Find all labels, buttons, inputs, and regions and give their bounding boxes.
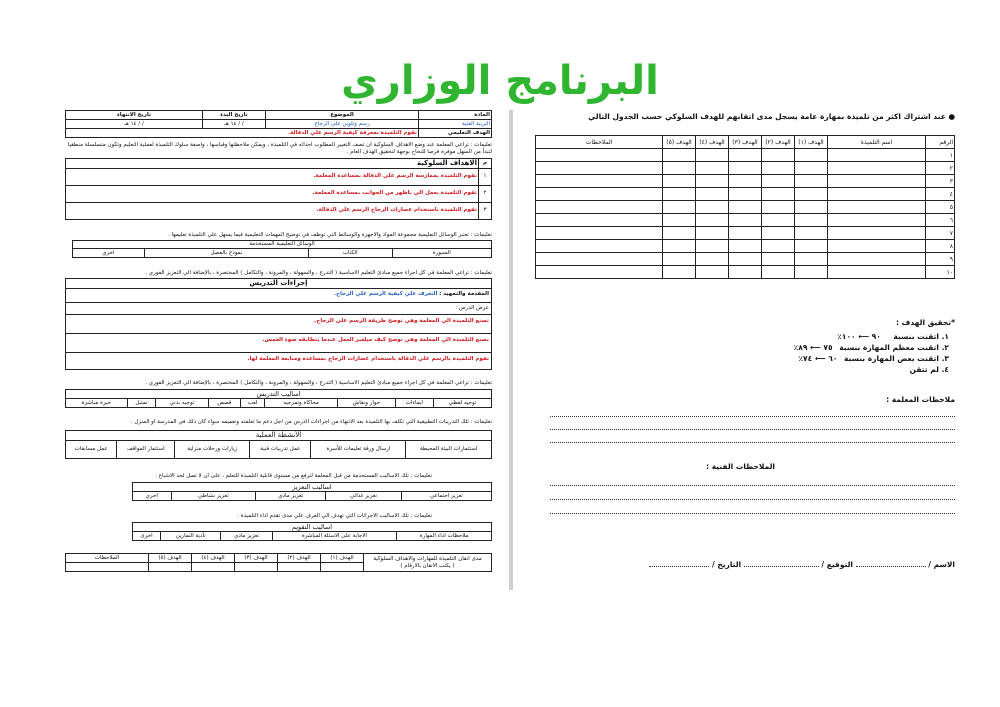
methods-title: اساليب التدريس <box>66 390 492 399</box>
col-header: الملاحظات <box>536 136 663 149</box>
notes-line[interactable] <box>550 420 955 430</box>
method-item: ايماءات <box>395 399 433 408</box>
activity-item: ارسال ورقة تعليمات للأسرة <box>311 440 406 458</box>
objective-num: ٣ <box>479 202 492 219</box>
mastery-notes-cell[interactable] <box>66 563 149 572</box>
notes-line[interactable] <box>550 476 955 486</box>
eval-item: الاجابة على الاسئلة المباشرة <box>272 532 397 541</box>
mastery-goal-header: الهدف (٤) <box>192 554 235 563</box>
subject-value: التربية الفنية <box>419 120 492 129</box>
objective-item: تقوم التلميذة بعمل الي باظهر من الجوانب بمساعدة المعلمة. <box>66 185 479 202</box>
mastery-cell[interactable] <box>192 563 235 572</box>
objective-num: ٢ <box>479 185 492 202</box>
achieve-label: اتقنت بنسبة <box>893 332 939 341</box>
aids-title: الوسائل التعليمية المستخدمة <box>73 241 492 249</box>
row-number: ١ <box>926 149 955 162</box>
goal-value: تقوم التلميذة بمعرفة كيفية الرسم علي الدقالة. <box>66 129 419 138</box>
col-header: الرقم <box>926 136 955 149</box>
name-label: الاسم / <box>928 560 955 569</box>
start-date-value: / / ١٤ هـ <box>203 120 266 129</box>
achieve-num: ٤. <box>941 365 949 374</box>
notes-line[interactable] <box>550 504 955 514</box>
subject-label: المادة <box>419 111 492 120</box>
achieve-from: ٧٥ <box>823 343 833 352</box>
col-header: الهدف (٥) <box>663 136 696 149</box>
achieve-from: ٩٠ <box>871 332 881 341</box>
start-date-label: تاريخ البدء <box>203 111 266 120</box>
achieve-list <box>779 332 949 376</box>
students-table <box>535 135 955 279</box>
method-item: خبرة مباشرة <box>66 399 128 408</box>
eval-instructions: تعليمات : تلك الاساليب الاجرائات التي تهدف الي العرف علي مدى تقدم اداء التلميذة . <box>237 513 432 519</box>
student-cell[interactable] <box>828 240 926 253</box>
student-cell[interactable] <box>828 227 926 240</box>
col-header: الهدف (٤) <box>696 136 729 149</box>
achieve-title: *تحقيق الهدف : <box>896 318 955 327</box>
reinforce-item: تعزيز نشاطي <box>171 492 256 501</box>
method-item: محاكاة وتمزجيه <box>265 399 338 408</box>
student-cell[interactable] <box>828 149 926 162</box>
name-field[interactable] <box>856 566 926 567</box>
procedures-title: إجراءات التدريس <box>66 279 491 289</box>
achieve-num: ٢. <box>941 343 949 352</box>
teacher-notes-label: ملاحظات المعلمة : <box>886 395 955 404</box>
achieve-to: ١٠٠٪ <box>837 332 856 341</box>
mastery-cell[interactable] <box>149 563 192 572</box>
student-cell[interactable] <box>828 214 926 227</box>
methods-table <box>65 389 492 408</box>
lesson-label: عرض الدرس : <box>66 302 491 314</box>
lesson-plan-panel <box>65 110 492 580</box>
activity-item: استثمارات البيئة المحيطة <box>406 440 492 458</box>
procedure-step: تصنع التلميذة الي المعلمة وهي توضح كيف ميلعبر العمل عندما يتطابقه ضوء الغمس. <box>66 333 491 352</box>
col-header: الهدف (١) <box>795 136 828 149</box>
objectives-title: الاهداف السلوكية <box>66 159 479 169</box>
date-label: التاريخ / <box>711 560 742 569</box>
row-number: ٧ <box>926 227 955 240</box>
row-number: ٩ <box>926 253 955 266</box>
reinforce-item: تعزيز اجتماعي <box>401 492 491 501</box>
sign-field[interactable] <box>744 566 819 567</box>
reinforce-table <box>132 482 492 501</box>
objectives-instructions: تعليمات : تراعي المعلمة عند وضع الاهداف السلوكية ان تصف التغيير المطلوب احداثه في التلميذة ، ويمكن ملاحظتها وقياسها ، واصفة سلوك التلميذة لعملية التعليم وتكون متسلسلة منطقيا لتبدأ من السهل موفرة فرصا للنجاح بوجهة لتحقيق الهدف العام . <box>67 142 492 155</box>
col-header: الهدف (٣) <box>729 136 762 149</box>
notes-line[interactable] <box>550 433 955 443</box>
method-item: تمثيل <box>127 399 156 408</box>
eval-title: اساليب التقويم <box>133 523 492 532</box>
activities-instructions: تعليمات : تلك التدريبات التطبيقية التي تكلف بها التلميذة بعد الانتهاء من اجراءات الدرس من اجل دعم ما تعلمته وتعميمه سواء كان ذلك في المدرسة او المنزل . <box>130 419 492 425</box>
achieve-to: ٨٩٪ <box>793 343 808 352</box>
methods-instructions: تعليمات : تراعي المعلمة في كل اجراء جميع مبادئ التعليم الاساسية ( التدرج ، والسهولة ، والمرونة ، والتكامل ) المختصرة ، بالإضافة الي التعزيز الفوري . <box>145 380 492 386</box>
intro-text: التعرف علي كيفية الرسم علي الزجاج. <box>333 290 438 297</box>
tech-notes-label: الملاحظات الفنية : <box>706 462 775 471</box>
mastery-label-cell <box>364 554 492 572</box>
method-item: توجيه بدني <box>156 399 208 408</box>
mastery-goal-header: الهدف (٣) <box>235 554 278 563</box>
procedures-instructions: تعليمات : تراعي المعلمة في كل اجراء جميع مبادئ التعليم الاساسية ( التدرج ، والسهولة ، والمرونة ، والتكامل ) المختصرة ، بالإضافة الي التعزيز الفوري . <box>145 270 492 276</box>
achieve-from: ٦٠ <box>828 354 838 363</box>
row-number: ٥ <box>926 201 955 214</box>
student-cell[interactable] <box>828 175 926 188</box>
achieve-label: اتقنت معظم المهارة بنسبة <box>839 343 939 352</box>
end-date-label: تاريخ الانتهاء <box>66 111 203 120</box>
mastery-label: مدى اتقان التلميذة للمهارات والاهداف السلوكية <box>373 555 482 562</box>
achieve-label: لم تتقن <box>909 365 939 374</box>
reinforce-item: اخري <box>133 492 172 501</box>
student-cell[interactable] <box>828 162 926 175</box>
activities-title: الأنشطة العملية <box>66 431 492 441</box>
procedures-box <box>65 278 492 370</box>
arrow-icon: ⟵ <box>858 332 869 341</box>
group-mastery-panel <box>535 110 955 590</box>
aid-item: نموذج بالفصل <box>144 249 308 258</box>
notes-line[interactable] <box>550 407 955 417</box>
mastery-note: ( يكتب الاتقان بالارقام ) <box>400 562 455 569</box>
tech-notes-lines[interactable] <box>550 476 955 518</box>
procedure-step: تصنع التلميذة الي المعلمة وهي توضح طريقة الرسم علي الزجاج. <box>66 314 491 333</box>
aid-item: السبورة <box>392 249 491 258</box>
mastery-cell[interactable] <box>321 563 364 572</box>
topic-label: الموضوع <box>266 111 419 120</box>
student-cell[interactable] <box>828 266 926 279</box>
teacher-notes-lines[interactable] <box>550 407 955 446</box>
eval-item: تأدية التمارين <box>161 532 221 541</box>
mastery-cell[interactable] <box>278 563 321 572</box>
row-number: ٦ <box>926 214 955 227</box>
activity-item: زيارات ورحلات منزلية <box>175 440 250 458</box>
method-item: قصص <box>208 399 240 408</box>
page-divider <box>509 110 513 590</box>
page-title: البرنامج الوزاري <box>341 58 659 104</box>
group-intro <box>588 112 955 121</box>
arrow-icon: ⟵ <box>814 354 826 363</box>
row-number: ٨ <box>926 240 955 253</box>
mastery-goal-header: الهدف (٢) <box>278 554 321 563</box>
achieve-to: ٧٤٪ <box>798 354 813 363</box>
student-cell[interactable] <box>828 201 926 214</box>
procedure-step: تقوم التلميذة بالرسم علي الدقالة باستخدام عصارات الزجاج بمساعدة ومتابعة المعلمة لها. <box>66 352 491 371</box>
reinforce-item: تعزيز غذائي <box>326 492 401 501</box>
objectives-table <box>65 158 492 220</box>
objective-item: تقوم التلميذة باستخدام عصارات الزجاج الرسم علي الدقالة. <box>66 202 479 219</box>
reinforce-instructions: تعليمات : تلك الاساليب المستخدمة من قبل المعلمة لترفع من مستوى قابلية التلميذة للتعلم ، على ان لا تصل لحد الاشباع . <box>155 473 432 479</box>
signature-row <box>535 560 955 569</box>
col-header: الهدف (٢) <box>762 136 795 149</box>
end-date-value: / / ١٤ هـ <box>66 120 203 129</box>
eval-table <box>132 522 492 541</box>
bullet-icon: ● <box>948 112 955 121</box>
activity-item: عمل مسابقات <box>66 440 117 458</box>
achieve-num: ١. <box>941 332 949 341</box>
activities-table <box>65 430 492 459</box>
method-item: حوار ونقاش <box>337 399 395 408</box>
achieve-num: ٣. <box>941 354 949 363</box>
reinforce-item: تعزيز مادي <box>256 492 326 501</box>
method-item: لعب <box>241 399 265 408</box>
eval-item: تعزيز مادي <box>221 532 272 541</box>
student-cell[interactable] <box>828 253 926 266</box>
notes-line[interactable] <box>550 490 955 500</box>
col-header: اسم التلميذة <box>828 136 926 149</box>
group-intro-text: عند اشتراك اكثر من تلميذة بمهارة عامة يسجل مدى اتقانهم للهدف السلوكي حسب الجدول التالي <box>588 112 946 121</box>
eval-item: ملاحظات اداء المهارة <box>397 532 492 541</box>
header-table <box>65 110 492 138</box>
row-number: ١٠ <box>926 266 955 279</box>
row-number: ٢ <box>926 162 955 175</box>
topic-value: رسم وتلوين علي الزجاج <box>266 120 419 129</box>
arrow-icon: ⟵ <box>810 343 821 352</box>
objectives-num-header: م <box>479 159 492 169</box>
row-number: ٤ <box>926 188 955 201</box>
intro-label: المقدمة والتمهيد : <box>439 290 489 297</box>
objective-num: ١ <box>479 168 492 185</box>
reinforce-title: اساليب التعزيز <box>133 483 492 492</box>
eval-item: اخرى <box>133 532 161 541</box>
aids-instructions: تعليمات : تعتبر الوسائل التعليمية مجموعة المواد والاجهزة والوسائط التي توظف في توضيح المهمات التعليمية فيما يسهل علي التلميذة تعليمها . <box>168 232 492 238</box>
mastery-goal-header: الهدف (٥) <box>149 554 192 563</box>
mastery-goal-header: الهدف (١) <box>321 554 364 563</box>
aid-item: الكتاب <box>309 249 393 258</box>
sign-label: التوقيع / <box>821 560 853 569</box>
goal-label: الهدف التعليمي <box>419 129 492 138</box>
student-cell[interactable] <box>828 188 926 201</box>
method-item: توجيه لفظي <box>433 399 491 408</box>
mastery-notes-header: الملاحظات <box>66 554 149 563</box>
mastery-cell[interactable] <box>235 563 278 572</box>
activity-item: استثمار المواقف <box>117 440 175 458</box>
date-field[interactable] <box>649 566 709 567</box>
activity-item: عمل تدريبات فنية <box>250 440 311 458</box>
aids-table <box>72 240 492 258</box>
achieve-label: اتقنت بعض المهارة بنسبة <box>843 354 939 363</box>
mastery-table <box>65 553 492 572</box>
objective-item: تقوم التلميذة بممارسة الرسم علي الدقالة بمساعدة المعلمة. <box>66 168 479 185</box>
aid-item: اخري <box>73 249 145 258</box>
row-number: ٣ <box>926 175 955 188</box>
